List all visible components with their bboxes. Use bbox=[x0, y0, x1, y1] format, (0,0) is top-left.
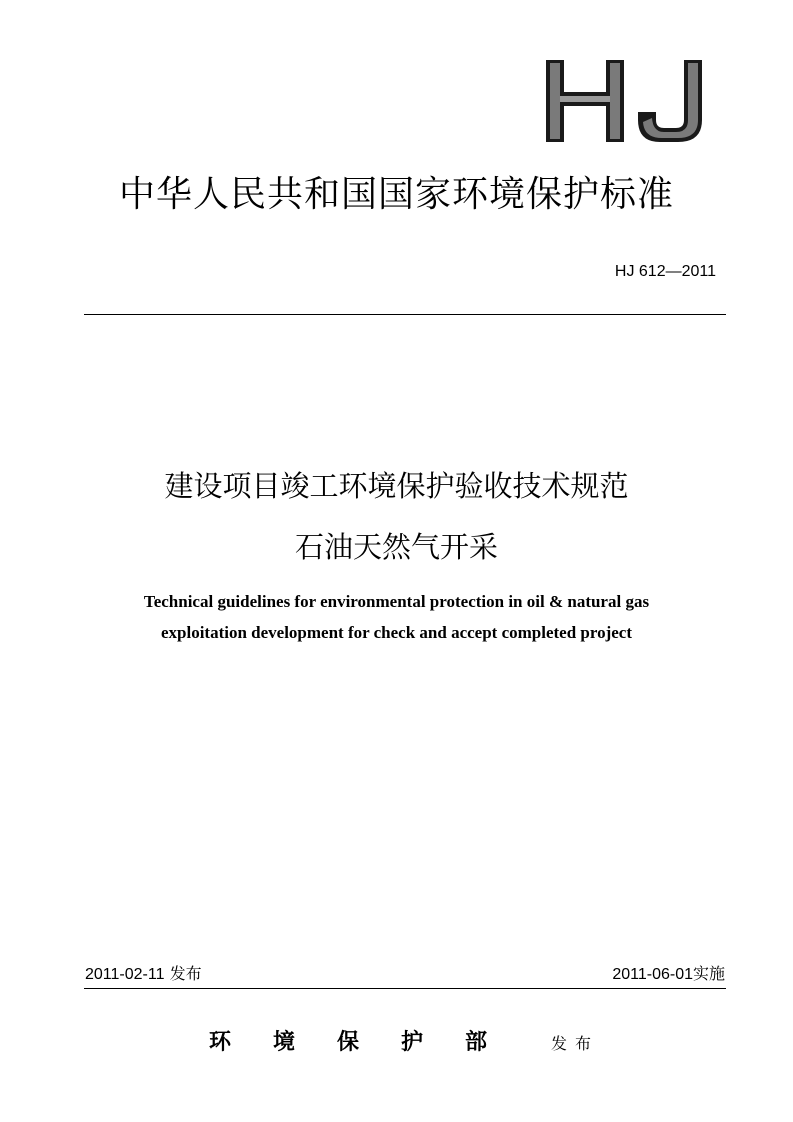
issue-date-label: 发布 bbox=[169, 964, 202, 983]
footer-divider bbox=[84, 988, 726, 989]
svg-text:HJ: HJ bbox=[540, 58, 542, 59]
issue-date-value: 2011-02-11 bbox=[85, 966, 165, 983]
header-divider bbox=[84, 314, 726, 315]
logo-letter-h bbox=[546, 60, 624, 142]
effective-date-value: 2011-06-01 bbox=[612, 966, 693, 983]
english-title-line-2: exploitation development for check and accept completed project bbox=[160, 623, 633, 642]
issue-date bbox=[85, 963, 202, 986]
document-title-line-1: 建设项目竣工环境保护验收技术规范 bbox=[164, 469, 629, 503]
effective-date bbox=[612, 963, 725, 986]
standard-number: HJ 612—2011 bbox=[614, 263, 716, 280]
standard-category-title: 中华人民共和国国家环境保护标准 bbox=[118, 174, 674, 215]
effective-date-label: 实施 bbox=[692, 964, 725, 983]
issuing-authority-suffix: 发布 bbox=[551, 1034, 600, 1053]
logo-letter-j bbox=[638, 60, 702, 142]
hj-logo bbox=[540, 58, 710, 144]
english-title-line-1: Technical guidelines for environmental protection in oil & natural gas bbox=[143, 592, 650, 611]
document-title-line-2: 石油天然气开采 bbox=[294, 530, 498, 564]
issuing-authority: 环境保护部 bbox=[209, 1030, 530, 1055]
